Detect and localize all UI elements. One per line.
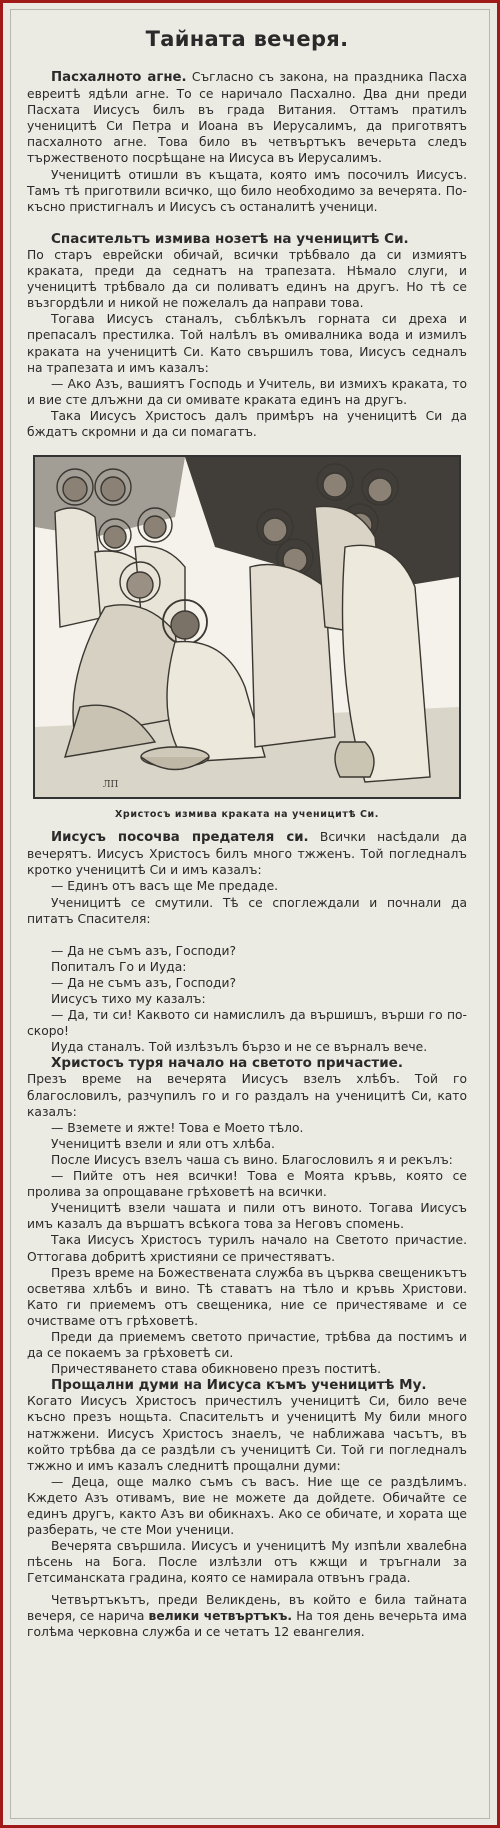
paragraph [27,829,467,878]
section-heading: Иисусъ посочва предателя си. [51,830,309,846]
closing-note [27,1592,467,1640]
paragraph: — Да не съмъ азъ, Господи? [51,943,237,958]
illustration-foot-washing [33,455,461,799]
paragraph: Така Иисусъ Христосъ турилъ начало на Светото причастие. Оттогава добритѣ християни се причестяватъ. [27,1233,467,1264]
paragraph: Презъ време на вечерята Иисусъ взелъ хлѣбъ. Той го благословилъ, разчупилъ го и го раздалъ на ученицитѣ Си, като казалъ: [27,1072,467,1119]
spacer [27,215,467,231]
paragraph: Така Иисусъ Христосъ далъ примѣръ на ученицитѣ Си да бждатъ скромни и да си помагатъ. [27,408,467,439]
paragraph [27,1377,467,1393]
paragraph: Иисусъ тихо му казалъ: [51,992,206,1006]
paragraph: — Единъ отъ васъ ще Ме предаде. [51,879,279,894]
paragraph: — Деца, още малко съмъ съ васъ. Ние ще се раздѣлимъ. Кждето Азъ отивамъ, вие не можете да дойдете. Обичайте се единъ другъ, както Азъ ви обикнахъ. Ако се обичате, и хората ще разберать, че сте Мои ученици. [27,1474,467,1538]
paragraph: Попиталъ Го и Иуда: [51,959,187,974]
paragraph: — Да, ти си! Каквото си намислилъ да вършишъ, върши го по-скоро! [27,1008,467,1039]
paragraph: Ученицитѣ отишли въ къщата, която имъ посочилъ Иисусъ. Тамъ тѣ приготвили всичко, що било необходимо за вечерята. По-късно пристигналъ и Иисусъ съ останалитѣ ученици. [27,167,467,214]
paragraph: Ученицитѣ взели чашата и пили отъ виното. Тогава Иисусъ имъ казалъ да вършатъ всѣкога това за Неговъ спомень. [27,1201,467,1232]
paragraph: Вечерята свършила. Иисусъ и ученицитѣ Му изпѣли хвалебна пѣсень на Бога. После излѣзли отъ кжщи и тръгнали за Гетсиманската градина, която се намирала отвънъ града. [27,1539,467,1586]
spacer [27,927,467,943]
paragraph: Презъ време на Божествената служба въ църква свещеникътъ осветява хлѣбъ и вино. Тѣ ставатъ на тѣло и кръвь Христови. Като ги приемемъ отъ свещеника, ние се причестяваме и се очистваме отъ грѣховетѣ. [27,1265,467,1328]
section-heading: Спасительтъ измива нозетѣ на ученицитѣ Си. [51,230,409,247]
section-heading: Прощални думи на Иисуса къмъ ученицитѣ Му. [51,1377,427,1394]
page-title: Тайната вечеря. [145,27,349,51]
paragraph: Причестяването става обикновено презъ поститѣ. [51,1362,382,1377]
paragraph: Ученицитѣ взели и яли отъ хлѣба. [51,1136,275,1151]
closing-emphasis: велики четвъртъкъ. [148,1609,293,1624]
paragraph: Преди да приемемъ светото причастие, трѣбва да постимъ и да се покаемъ за грѣховетѣ си. [27,1329,467,1361]
paragraph: Ученицитѣ се смутили. Тѣ се споглеждали и почнали да питатъ Спасителя: [27,895,467,926]
illustration-caption: Христосъ измива краката на ученицитѣ Си. [115,809,379,821]
paragraph: — Вземете и яжте! Това е Моето тѣло. [51,1120,304,1135]
paragraph [27,69,467,167]
paragraph [27,1055,467,1071]
paragraph: — Ако Азъ, вашиятъ Господь и Учитель, ви измихъ краката, то и вие сте длъжни да си омивате краката единъ на другъ. [27,376,467,407]
paragraph: По старъ еврейски обичай, всички трѣбвало да си измиятъ краката, преди да седнатъ на трапезата. Нѣмало слуги, и ученицитѣ трѣбвало да си поливатъ единъ на другъ. Но тѣ се възгордѣли и никой не пожелалъ да направи това. [27,247,467,311]
foot-washing-engraving [35,457,459,797]
paragraph: — Да не съмъ азъ, Господи? [51,975,237,990]
paragraph: — Пийте отъ нея всички! Това е Моята кръвь, която се пролива за опрощаване грѣховетѣ на всички. [27,1169,467,1200]
section-heading: Христосъ туря начало на светото причастие. [51,1055,403,1072]
paragraph [27,231,467,247]
closing-text: Четвъртъкътъ, преди Великдень, въ който е била тайната вечеря, се нарича [27,1593,467,1624]
paragraph-text: Всички насѣдали да вечерятъ. Иисусъ Христосъ билъ много тжженъ. Той погледналъ кротко ученицитѣ Си и имъ казалъ: [27,830,467,878]
paragraph: Когато Иисусъ Христосъ причестилъ ученицитѣ Си, било вече късно презъ нощьта. Спасительтъ и ученицитѣ Му били много натжжени. Иисусъ Христосъ знаелъ, че наближава часътъ, въ който трѣбва да се раздѣли съ ученицитѣ Си. Той ги погледналъ тжжно и имъ казалъ следнитѣ прощални думи: [27,1394,467,1473]
paragraph: Тогава Иисусъ станалъ, съблѣкълъ горната си дреха и препасалъ престилка. Той налѣлъ въ омивалника вода и измилъ краката на ученицитѣ Си. Като свършилъ това, Иисусъ седналъ на трапезата и имъ казалъ: [27,312,467,375]
section-heading: Пасхалното агне. [51,70,187,85]
closing-text: На тоя день вечерьта има голѣма черковна служба и се четатъ 12 евангелия. [27,1609,467,1640]
paragraph: После Иисусъ взелъ чаша съ вино. Благословилъ я и рекълъ: [51,1152,453,1167]
paragraph-text: Съгласно съ закона, на праздника Пасха евреитѣ ядѣли агне. То се наричало Пасхално. Два дни преди Пасхата Иисусъ билъ въ града Витания. Оттамъ пратилъ ученицитѣ Си Петра и Иоана въ Иерусалимъ, да приготвятъ пасхалното агне. Това било въ четвъртъкъ вечерьта следъ тържественото посрѣщане на Иисуса въ Иерусалимъ. [27,70,467,166]
article [27,17,467,1640]
artist-signature: ЛП [103,780,119,791]
paragraph: Иуда станалъ. Той излѣзълъ бързо и не се върналъ вече. [51,1040,428,1055]
